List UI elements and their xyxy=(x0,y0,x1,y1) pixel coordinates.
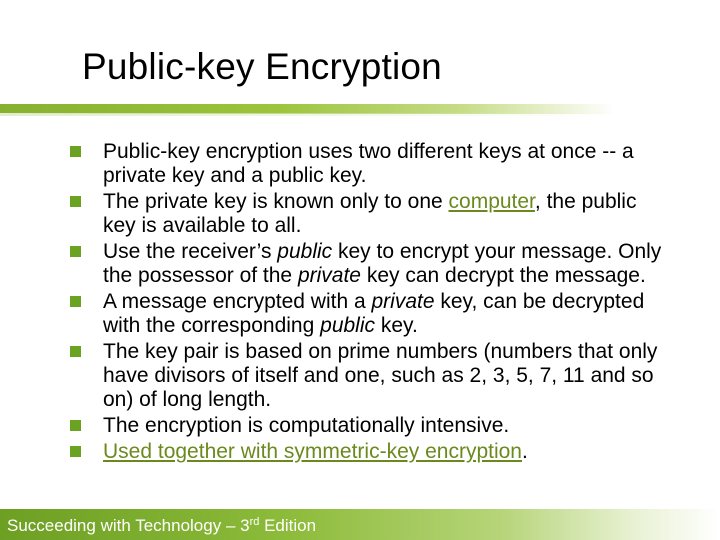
bullet-text: A message encrypted with a xyxy=(103,290,372,313)
bullet-item-5 xyxy=(70,340,670,412)
square-bullet-icon xyxy=(70,146,81,157)
emphasis-private: private xyxy=(297,264,361,287)
slide-title: Public-key Encryption xyxy=(82,46,442,87)
bullet-text: Public-key encryption uses two different keys at once -- a private key and a public key. xyxy=(103,140,634,187)
bullet-text: Use the receiver’s xyxy=(103,240,278,263)
computer-link[interactable]: computer xyxy=(448,190,535,213)
bullet-item-3 xyxy=(70,240,670,288)
bullet-text: The key pair is based on prime numbers (numbers that only have divisors of itself and one, such as 2, 3, 5, 7, 11 and so on) of long length. xyxy=(103,340,658,411)
square-bullet-icon xyxy=(70,246,81,257)
bullet-item-4 xyxy=(70,290,670,338)
bullet-text: . xyxy=(522,440,528,463)
footer-book-title: Succeeding with Technology – 3 xyxy=(7,516,250,535)
emphasis-private: private xyxy=(371,290,435,313)
title-divider-shadow xyxy=(0,113,615,116)
footer-edition: Edition xyxy=(259,516,317,535)
bullet-text: key. xyxy=(375,314,418,337)
bullet-text: The encryption is computationally intensive. xyxy=(103,414,510,437)
square-bullet-icon xyxy=(70,346,81,357)
bullet-item-6 xyxy=(70,414,670,438)
square-bullet-icon xyxy=(70,420,81,431)
emphasis-public: public xyxy=(320,314,376,337)
bullet-text: key to encrypt your message. Only the possessor of the xyxy=(103,240,662,287)
bullet-text: key, can be decrypted with the corresponding xyxy=(103,290,645,337)
symmetric-key-link[interactable]: Used together with symmetric-key encryption xyxy=(103,440,522,463)
bullet-item-7 xyxy=(70,440,670,464)
footer-text xyxy=(7,516,316,536)
bullet-list xyxy=(70,140,670,466)
square-bullet-icon xyxy=(70,196,81,207)
bullet-item-2 xyxy=(70,190,670,238)
footer-superscript: rd xyxy=(249,516,260,528)
bullet-text: , the public key is available to all. xyxy=(103,190,637,237)
bullet-text: The private key is known only to one xyxy=(103,190,449,213)
bullet-text: key can decrypt the message. xyxy=(360,264,646,287)
bullet-item-1 xyxy=(70,140,670,188)
footer-bar xyxy=(0,509,720,540)
square-bullet-icon xyxy=(70,446,81,457)
square-bullet-icon xyxy=(70,296,81,307)
emphasis-public: public xyxy=(277,240,333,263)
